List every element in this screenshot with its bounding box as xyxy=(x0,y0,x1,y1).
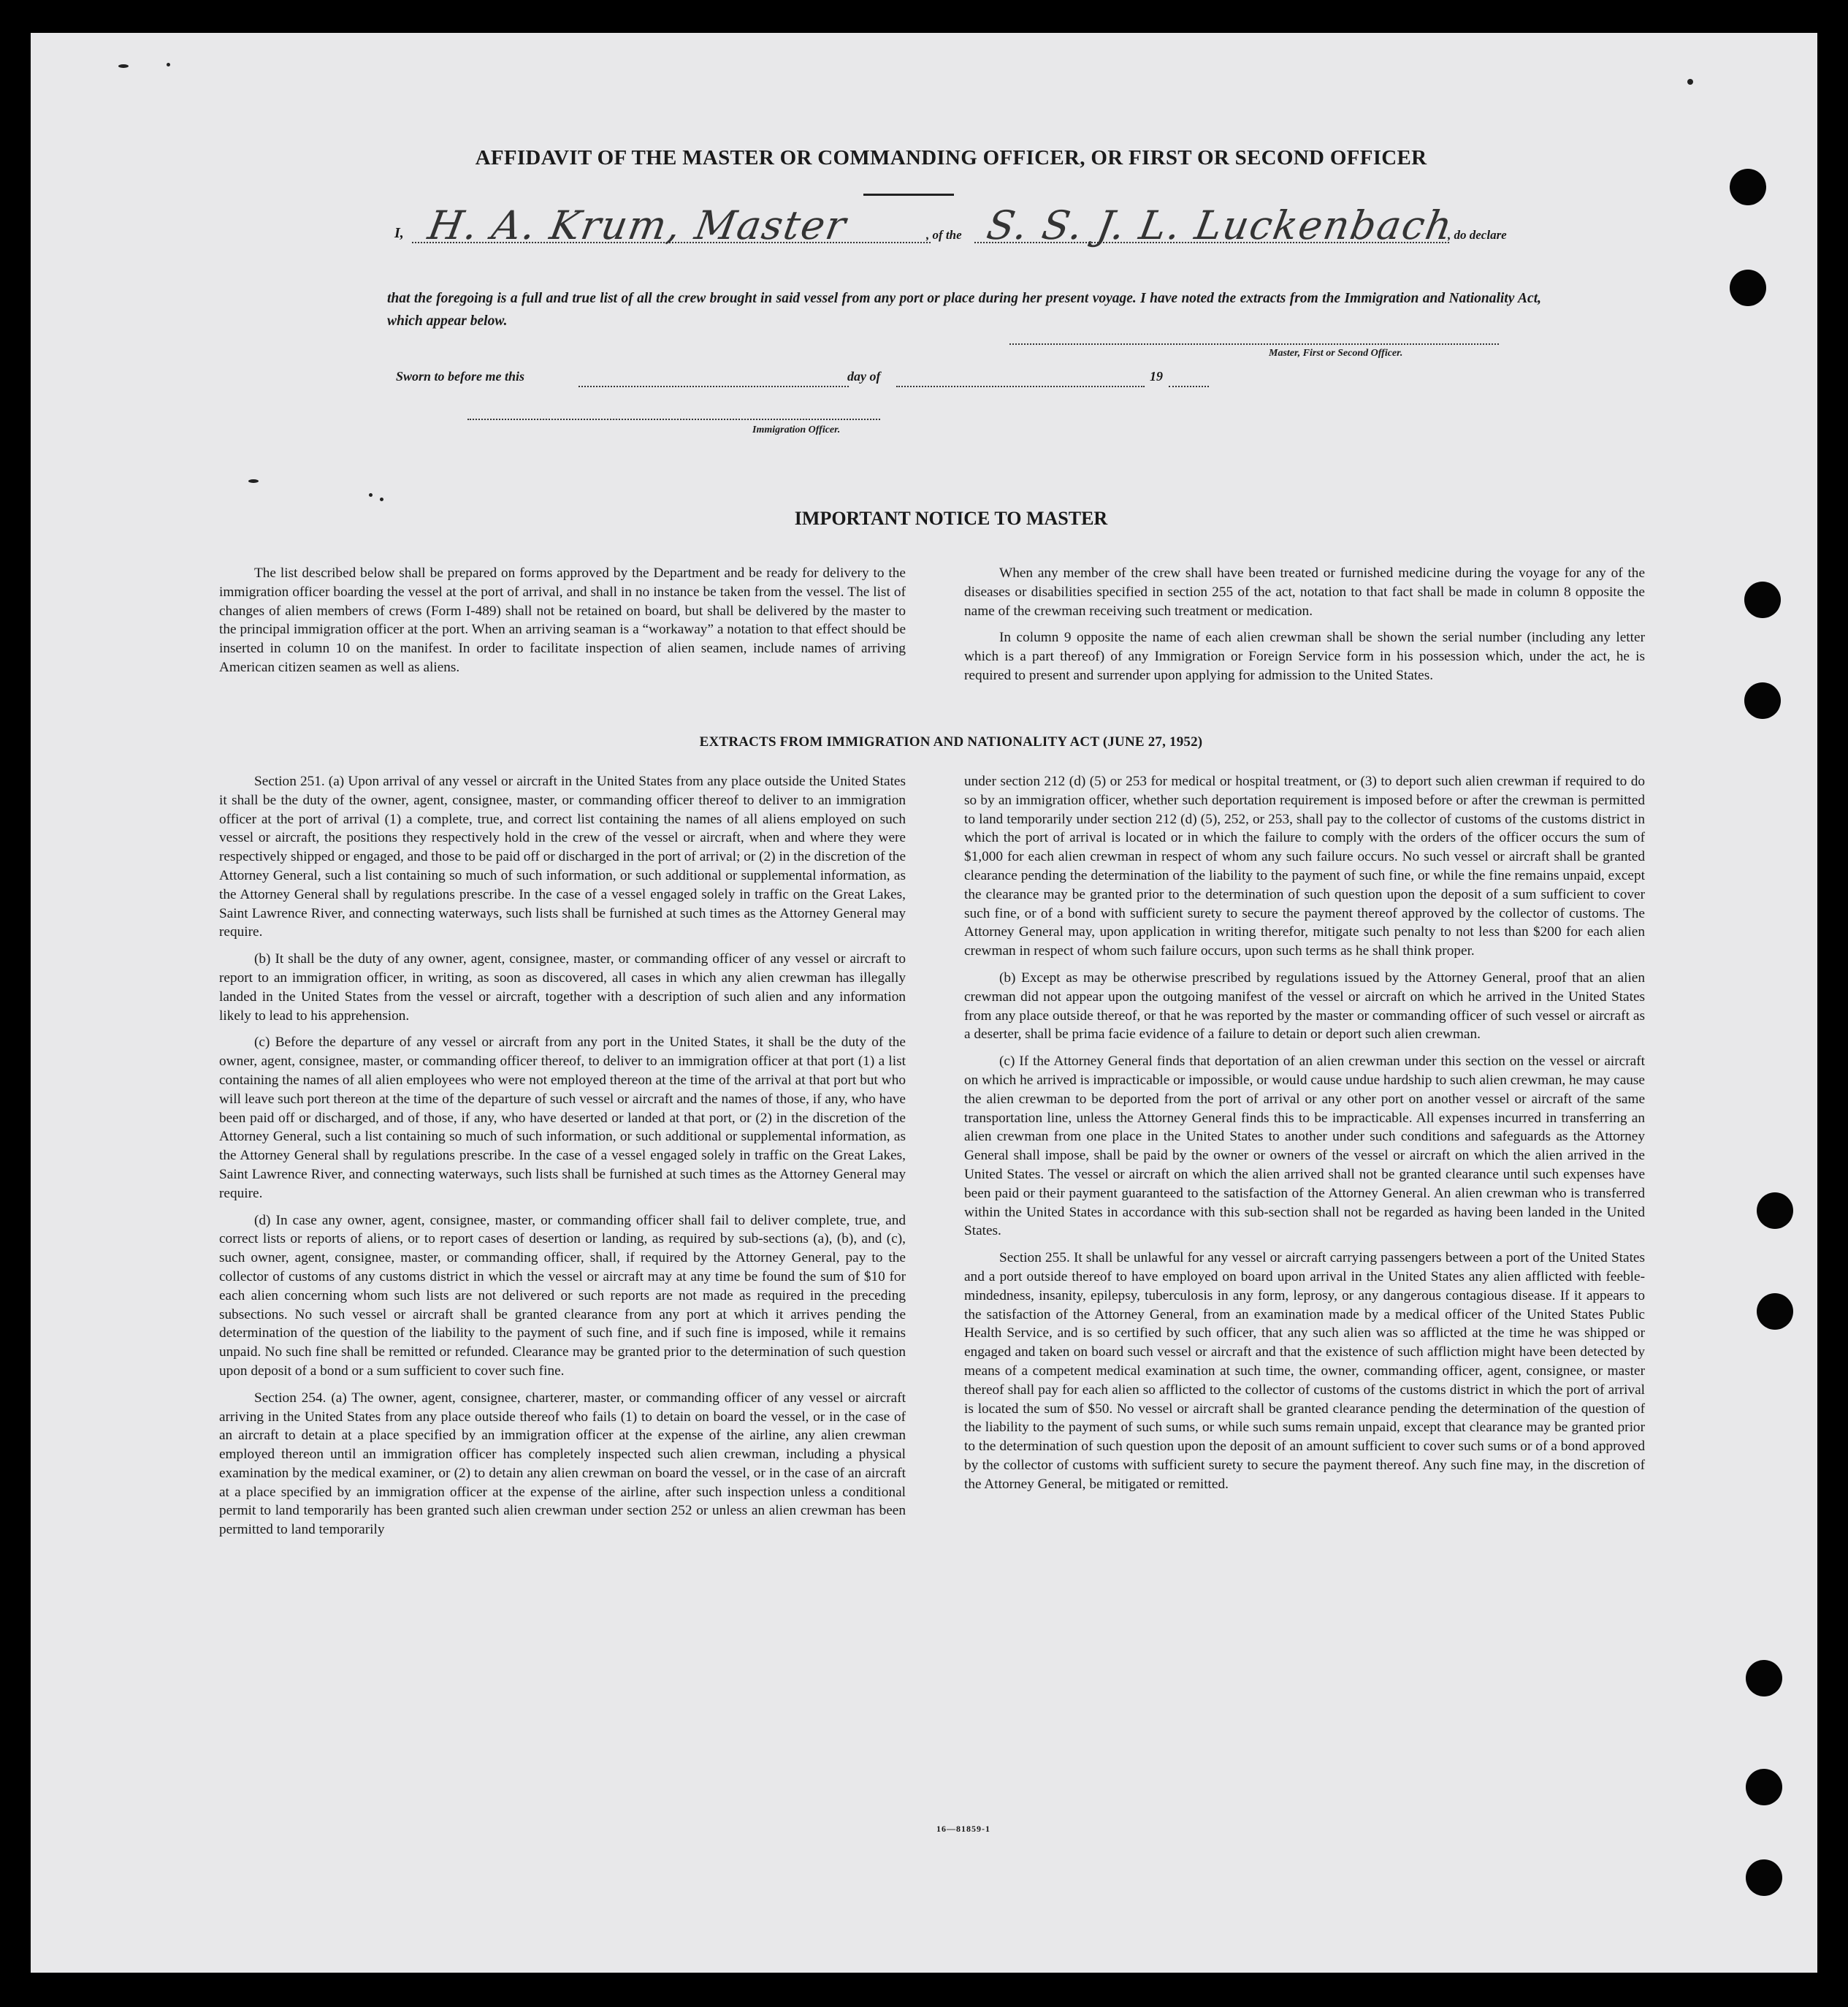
notice-right-paragraph: In column 9 opposite the name of each alien crewman shall be shown the serial number (including any letter which is a part thereof) of any Immigration or Foreign Service form in his possession which, under the act, he is required to present and surrender upon applying for admission to the United States. xyxy=(964,630,1645,683)
binder-hole xyxy=(1744,682,1781,719)
year-label: 19 xyxy=(1150,369,1163,384)
extracts-title: EXTRACTS FROM IMMIGRATION AND NATIONALITY ACT (JUNE 27, 1952) xyxy=(699,734,1203,750)
form-code: 16—81859-1 xyxy=(936,1824,990,1834)
notice-right-paragraph: When any member of the crew shall have been treated or furnished medicine during the voyage for any of the diseases or disabilities specified in section 255 of the act, notation to that fact shall be made in column 8 opposite the name of the crewman receiving such treatment or medication. xyxy=(964,565,1645,619)
section-251b: (b) It shall be the duty of any owner, agent, consignee, master, or commanding officer of any vessel or aircraft to report to an immigration officer, in writing, as soon as discovered, all cases in which any alien crewman has illegally landed in the United States from the vessel or aircraft, together with a description of such alien and any information likely to lead to his apprehension. xyxy=(219,951,906,1024)
section-251c: (c) Before the departure of any vessel or aircraft from any port in the United States, it shall be the duty of the owner, agent, consignee, master, or commanding officer thereof, to deliver to an immigration officer at that port (1) a list containing the names of all alien employees who were not employed thereon at the time of the arrival at that port but who will leave such port thereon at the time of the departure of such vessel or aircraft and the names of those, if any, who have been paid off or discharged, and of those, if any, who have deserted or landed at that port, or (2) in the discretion of the Attorney General, such a list containing so much of such information, or such additional or supplemental information, as the Attorney General shall by regulations prescribe. In the case of a vessel engaged solely in traffic on the Great Lakes, Saint Lawrence River, and connecting waterways, such lists shall be furnished at such times as the Attorney General may require. xyxy=(219,1035,906,1201)
section-254c: (c) If the Attorney General finds that deportation of an alien crewman under this section on the vessel or aircraft on which he arrived is impracticable or impossible, or would cause undue hardship to such alien crewman, he may cause the alien crewman to be deported from the port of arrival or any other port on another vessel or aircraft of the same transportation line, unless the Attorney General finds this to be impracticable. All expenses incurred in transferring an alien crewman from one place in the United States to another under such conditions and safeguards as the Attorney General shall impose, shall be paid by the owner or owners of the vessel or aircraft on which the alien arrived in the United States. The vessel or aircraft on which the alien arrived shall not be granted clearance until such expenses have been paid or their payment guaranteed to the satisfaction of the Attorney General. An alien crewman who is transferred within the United States in accordance with this sub-section shall not be regarded as having been landed in the United States. xyxy=(964,1054,1645,1239)
notice-title: IMPORTANT NOTICE TO MASTER xyxy=(794,508,1108,529)
of-the-label: , of the xyxy=(926,228,962,242)
scan-speck xyxy=(369,493,373,497)
notice-left-paragraph: The list described below shall be prepared on forms approved by the Department and be ready for delivery to the immigration officer boarding the vessel at the port of arrival, and shall in no instance be taken from the vessel. The list of changes of alien members of crews (Form I-489) shall not be retained on board, but shall be delivered by the master to the principal immigration officer at the port. When an arriving seaman is a “workaway” a notation to that effect should be inserted in column 10 on the manifest. In order to facilitate inspection of alien seamen, include names of arriving American citizen seamen as well as aliens. xyxy=(219,565,906,675)
day-of-label: day of xyxy=(847,369,881,384)
sworn-month-line xyxy=(896,386,1145,387)
notice-left-column xyxy=(219,564,906,677)
binder-hole xyxy=(1746,1660,1782,1696)
officer-caption: Immigration Officer. xyxy=(752,424,841,435)
binder-hole xyxy=(1757,1192,1793,1229)
do-declare-label: , do declare xyxy=(1448,228,1507,242)
notice-right-column xyxy=(964,564,1645,685)
scan-speck xyxy=(380,498,383,501)
section-254a: Section 254. (a) The owner, agent, consignee, charterer, master, or commanding officer of any vessel or aircraft arriving in the United States from any place outside thereof who fails (1) to detain on board the vessel, or in the case of an aircraft to detain at a place specified by an immigration officer at the expense of the airline, any alien crewman employed thereon until an immigration officer has completely inspected such alien crewman, including a physical examination by the medical examiner, or (2) to detain any alien crewman on board the vessel, or in the case of an aircraft at a place specified by an immigration officer at the expense of the airline, after such inspection unless a conditional permit to land temporarily has been granted such alien crewman under section 252 or unless an alien crewman has been permitted to land temporarily xyxy=(219,1390,906,1538)
master-signature-caption: Master, First or Second Officer. xyxy=(1269,348,1403,359)
extracts-right-column xyxy=(964,772,1645,1493)
section-251d: (d) In case any owner, agent, consignee, master, or commanding officer shall fail to deliver complete, true, and correct lists or reports of aliens, or to report cases of desertion or landing, as required by sub-sections (a), (b), and (c), such owner, agent, consignee, master, or commanding officer, shall, if required by the Attorney General, pay to the collector of customs of any customs district in which the vessel or aircraft may at any time be found the sum of $10 for each alien concerning whom such lists are not delivered or such reports are not made as required in the preceding subsections. No such vessel or aircraft shall be granted clearance from any port at which it arrives pending the determination of the question of the liability to the payment of such fine, and if such fine is imposed, while it remains unpaid. No such fine shall be remitted or refunded. Clearance may be granted prior to the determination of such question upon deposit of a bond or a sum sufficient to cover such fine. xyxy=(219,1212,906,1379)
extracts-left-column xyxy=(219,772,906,1539)
scan-speck xyxy=(118,64,129,68)
binder-hole xyxy=(1757,1293,1793,1330)
sworn-year-line xyxy=(1169,386,1209,387)
document-page xyxy=(31,33,1817,1973)
section-255: Section 255. It shall be unlawful for any vessel or aircraft carrying passengers between a port of the United States and a port outside thereof to have employed on board upon arrival in the United States any alien afflicted with feeble-mindedness, insanity, epilepsy, tuberculosis in any form, leprosy, or any dangerous contagious disease. If it appears to the satisfaction of the Attorney General, from an examination made by a medical officer of the United States Public Health Service, and is so certified by such officer, that any such alien was so afflicted at the time he was shipped or engaged and taken on board such vessel or aircraft and that the existence of such affliction might have been detected by means of a competent medical examination at such time, the owner, commanding officer, agent, consignee, or master thereof shall pay for each alien so afflicted to the collector of customs of the customs district in which the port of arrival is located the sum of $50. No vessel or aircraft shall be granted clearance pending the determination of the question of the liability to the payment of such sums, or while such sums remain unpaid, except that clearance may be granted prior to the determination of such question upon the deposit of an amount sufficient to cover such sums or of a bond approved by the collector of customs with sufficient surety to secure the payment thereof. Any such fine may, in the discretion of the Attorney General, be mitigated or remitted. xyxy=(964,1250,1645,1492)
name-handwriting: H. A. Krum, Master xyxy=(424,202,851,248)
section-254a-continued: under section 212 (d) (5) or 253 for medical or hospital treatment, or (3) to deport such alien crewman if required to do so by an immigration officer, whether such deportation requirement is imposed before or after the crewman is permitted to land temporarily under section 212 (d) (5), 252, or 253, shall pay to the collector of customs of the customs district in which the port of arrival is located or in which the failure to comply with the orders of the officer occurs the sum of $1,000 for each alien crewman in respect of whom any such failure occurs. No such vessel or aircraft shall be granted clearance pending the determination of the liability to the payment of such fine, or while the fine remains unpaid, except the clearance may be granted prior to the determination of such question upon the deposit of a sum sufficient to cover such fine, or of a bond with sufficient surety to secure the payment thereof approved by the collector of customs. The Attorney General may, upon application in writing therefor, mitigate such penalty to not less than $200 for each alien crewman in respect of whom such failure occurs, upon such terms as he shall think proper. xyxy=(964,774,1645,959)
vessel-handwriting: S. S. J. L. Luckenbach xyxy=(983,202,1457,248)
scan-speck xyxy=(167,63,170,66)
sworn-day-line xyxy=(579,386,849,387)
sworn-label: Sworn to before me this xyxy=(396,369,525,384)
scan-speck xyxy=(248,479,259,483)
title-divider xyxy=(863,194,954,196)
binder-hole xyxy=(1746,1769,1782,1805)
binder-hole xyxy=(1730,270,1766,306)
section-251a: Section 251. (a) Upon arrival of any vessel or aircraft in the United States from any place outside the United States it shall be the duty of the owner, agent, consignee, master, or commanding officer thereof to deliver to an immigration officer at the port of arrival (1) a complete, true, and correct list containing the names of all aliens employed on such vessel or aircraft, the positions they respectively hold in the crew of the vessel or aircraft, when and where they were respectively shipped or engaged, and those to be paid off or discharged in the port of arrival; or (2) in the discretion of the Attorney General, such a list containing so much of such information, or such additional or supplemental information, as the Attorney General shall by regulations prescribe. In the case of a vessel engaged solely in traffic on the Great Lakes, Saint Lawrence River, and connecting waterways, such lists shall be furnished at such times as the Attorney General may require. xyxy=(219,774,906,940)
binder-hole xyxy=(1746,1859,1782,1896)
officer-signature-line xyxy=(467,419,880,420)
binder-hole xyxy=(1730,169,1766,205)
binder-hole xyxy=(1744,582,1781,618)
declaration-text: that the foregoing is a full and true list of all the crew brought in said vessel from any port or place during her present voyage. I have noted the extracts from the Immigration and Nationality Act, which appear below. xyxy=(387,291,1541,329)
i-label: I, xyxy=(394,225,404,241)
affidavit-title: AFFIDAVIT OF THE MASTER OR COMMANDING OFFICER, OR FIRST OR SECOND OFFICER xyxy=(475,146,1427,170)
section-254b: (b) Except as may be otherwise prescribed by regulations issued by the Attorney General, proof that an alien crewman did not appear upon the outgoing manifest of the vessel or aircraft on which he arrived in the United States from any place outside thereof, or that he was reported by the master or commanding officer of such vessel or aircraft as a deserter, shall be prima facie evidence of a failure to detain or deport such alien crewman. xyxy=(964,970,1645,1043)
master-signature-line xyxy=(1009,343,1499,345)
scan-speck xyxy=(1687,79,1693,85)
